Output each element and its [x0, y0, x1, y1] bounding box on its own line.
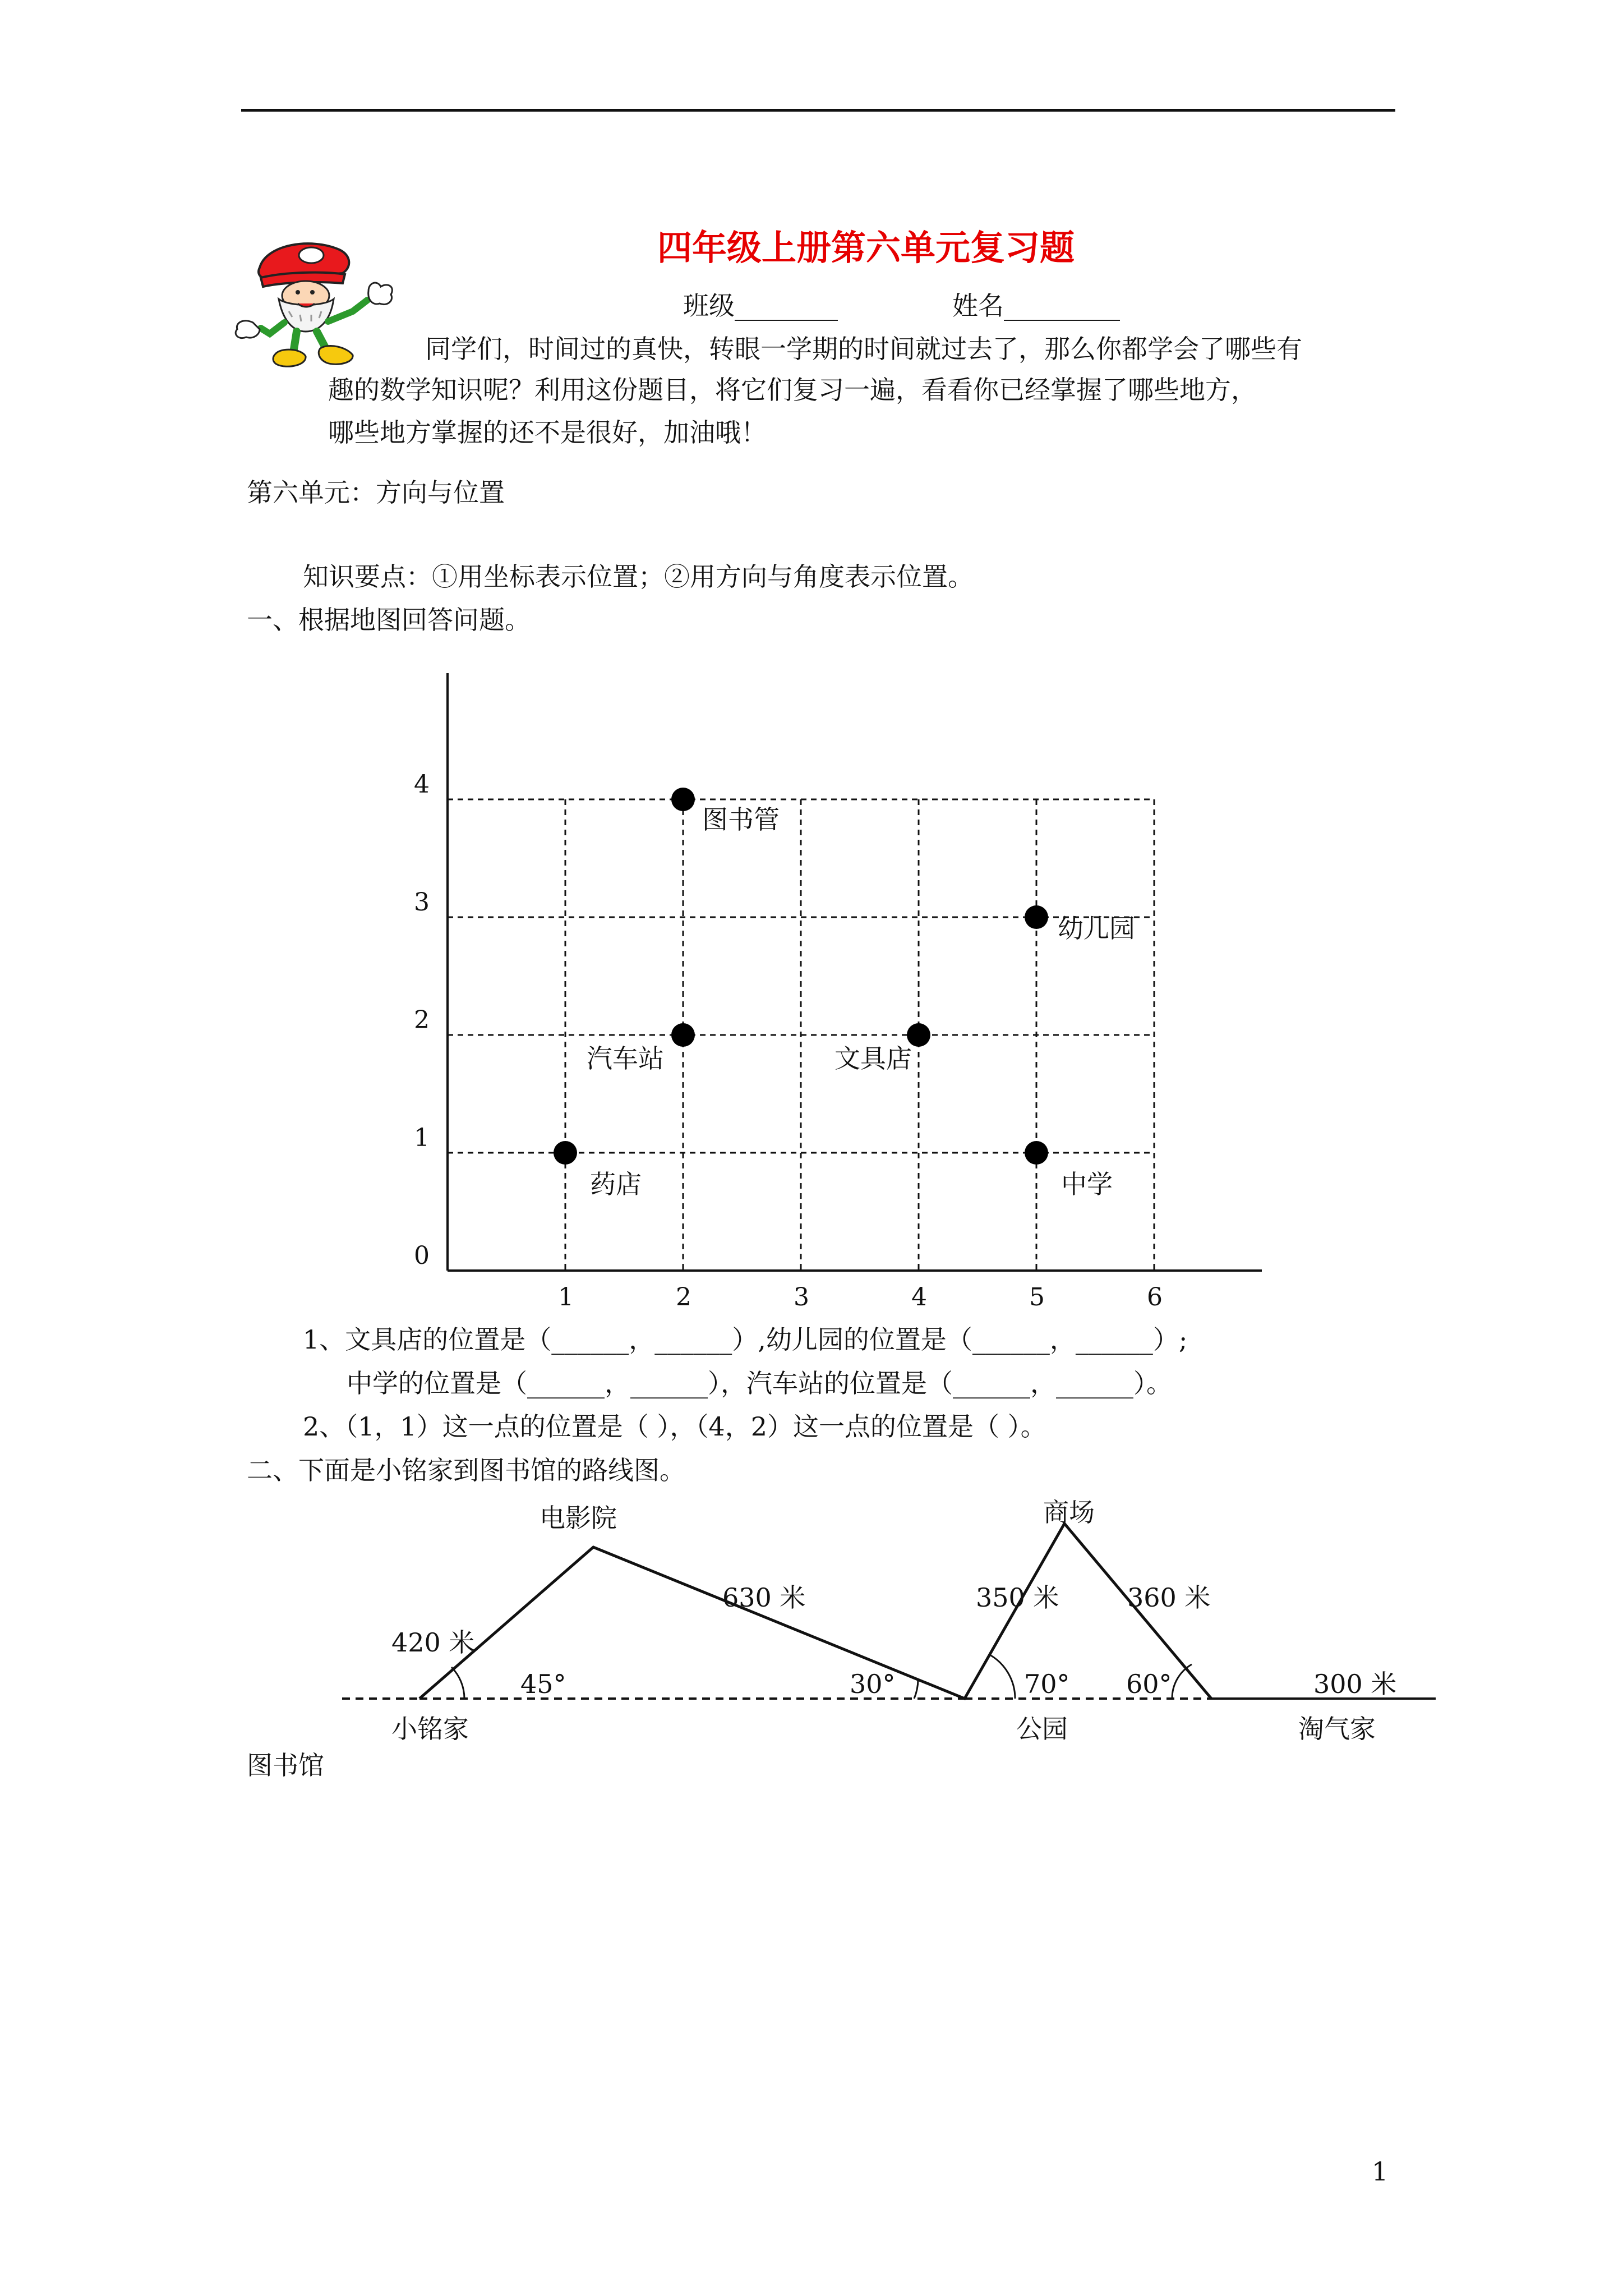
page-title: 四年级上册第六单元复习题: [657, 227, 1075, 268]
map-point-label: 药店: [590, 1169, 642, 1199]
distance-mall-naughty: 360 米: [1127, 1582, 1211, 1613]
intro-line-1: 同学们，时间过的真快，转眼一学期的时间就过去了，那么你都学会了哪些有: [425, 334, 1302, 364]
place-mall: 商场: [1043, 1497, 1095, 1527]
angle-park-left: 30°: [850, 1669, 896, 1699]
distance-home-cinema: 420 米: [391, 1627, 475, 1658]
map-point-label: 中学: [1061, 1169, 1113, 1199]
route-diagram: [0, 1487, 1623, 1801]
angle-park-right: 70°: [1024, 1669, 1070, 1699]
map-point-label: 幼儿园: [1058, 913, 1135, 944]
place-park: 公园: [1016, 1714, 1068, 1744]
header-rule: [241, 109, 1395, 112]
x-tick-label: 2: [676, 1283, 691, 1312]
x-tick-label: 1: [558, 1283, 574, 1312]
question-2: 2、（1，1）这一点的位置是（ ），（4，2）这一点的位置是（ ）。: [303, 1411, 1046, 1442]
angle-arc-park-right: [990, 1655, 1015, 1699]
class-field-label: 班级________: [683, 291, 838, 321]
y-tick-label: 4: [414, 770, 430, 799]
x-tick-label: 4: [911, 1283, 927, 1312]
y-tick-label: 1: [414, 1124, 430, 1152]
cartoon-gnome-mascot: [227, 233, 418, 384]
question-1-line-2: 中学的位置是（______，______），汽车站的位置是（______，______）。: [347, 1368, 1172, 1398]
y-tick-label: 0: [414, 1241, 430, 1270]
page-number: 1: [1372, 2156, 1389, 2187]
angle-naughty: 60°: [1126, 1669, 1172, 1699]
distance-cinema-park: 630 米: [722, 1582, 806, 1613]
distance-naughty-library: 300 米: [1313, 1669, 1397, 1699]
angle-arc-park-left: [914, 1680, 918, 1699]
x-tick-label: 3: [794, 1283, 809, 1312]
section-1-heading: 一、根据地图回答问题。: [247, 605, 531, 635]
question-1-line-1: 1、文具店的位置是（______，______）,幼儿园的位置是（______，______）;: [303, 1324, 1188, 1355]
map-point-marker: [554, 1141, 577, 1165]
distance-park-mall: 350 米: [976, 1582, 1059, 1613]
angle-home: 45°: [520, 1669, 566, 1699]
place-cinema: 电影院: [540, 1503, 617, 1533]
y-tick-label: 3: [414, 888, 430, 917]
name-field-label: 姓名_________: [952, 291, 1120, 321]
angle-arc-home: [451, 1667, 464, 1699]
place-library: 图书馆: [247, 1750, 324, 1780]
unit-heading: 第六单元：方向与位置: [247, 477, 505, 508]
map-point-marker: [671, 1023, 695, 1047]
key-points: 知识要点：①用坐标表示位置；②用方向与角度表示位置。: [303, 562, 974, 592]
map-point-label: 汽车站: [587, 1043, 664, 1074]
y-tick-label: 2: [414, 1006, 430, 1034]
x-tick-label: 6: [1147, 1283, 1163, 1312]
place-home: 小铭家: [391, 1714, 469, 1744]
intro-line-3: 哪些地方掌握的还不是很好，加油哦！: [328, 417, 767, 448]
angle-arc-naughty: [1172, 1664, 1192, 1699]
map-point-marker: [1025, 905, 1048, 929]
coordinate-map: [393, 673, 1290, 1324]
map-point-marker: [671, 788, 695, 811]
section-2-heading: 二、下面是小铭家到图书馆的路线图。: [247, 1455, 685, 1485]
map-point-marker: [1025, 1141, 1048, 1165]
intro-line-2: 趣的数学知识呢？利用这份题目，将它们复习一遍，看看你已经掌握了哪些地方，: [328, 375, 1257, 405]
place-naughty: 淘气家: [1298, 1714, 1376, 1744]
map-point-label: 文具店: [834, 1043, 912, 1074]
x-tick-label: 5: [1029, 1283, 1045, 1312]
map-point-label: 图书管: [702, 804, 780, 835]
